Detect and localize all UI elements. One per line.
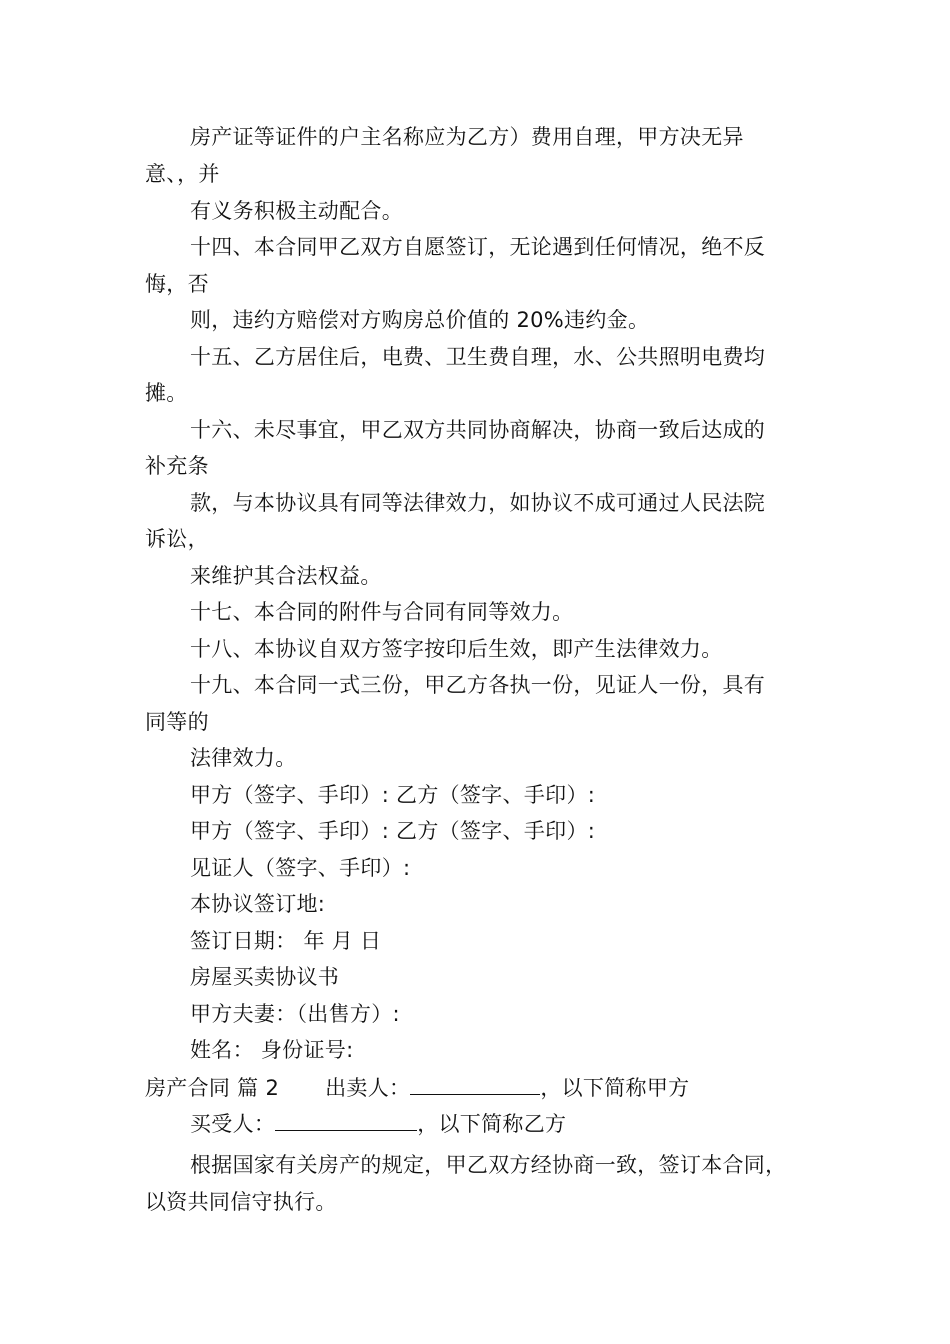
paragraph-line: 补充条 bbox=[145, 454, 209, 478]
contract-heading: 房产合同 篇 2 bbox=[145, 1076, 280, 1100]
buyer-suffix: ，以下简称乙方 bbox=[417, 1112, 567, 1136]
paragraph-line: 同等的 bbox=[145, 710, 209, 734]
paragraph-line: 款，与本协议具有同等法律效力，如协议不成可通过人民法院 bbox=[190, 491, 766, 515]
clause-16: 十六、未尽事宜，甲乙双方共同协商解决，协商一致后达成的 bbox=[190, 418, 766, 442]
paragraph-line: 法律效力。 bbox=[190, 746, 297, 770]
paragraph-line: 房产证等证件的户主名称应为乙方）费用自理，甲方决无异 bbox=[190, 125, 744, 149]
clause-17: 十七、本合同的附件与合同有同等效力。 bbox=[190, 600, 574, 624]
paragraph-line: 则，违约方赔偿对方购房总价值的 20%违约金。 bbox=[190, 308, 650, 332]
section-title: 房屋买卖协议书 bbox=[190, 965, 340, 989]
name-id-line: 姓名： 身份证号: bbox=[190, 1038, 354, 1062]
signature-line: 甲方（签字、手印）: 乙方（签字、手印）: bbox=[190, 819, 596, 843]
paragraph-line: 意、，并 bbox=[145, 162, 220, 186]
paragraph-line: 摊。 bbox=[145, 381, 188, 405]
seller-suffix: ，以下简称甲方 bbox=[540, 1076, 690, 1100]
paragraph-line: 以资共同信守执行。 bbox=[145, 1190, 337, 1214]
paragraph-line: 诉讼， bbox=[145, 527, 209, 551]
contract-heading-row bbox=[145, 1074, 689, 1101]
seller-label: 出卖人： bbox=[325, 1076, 411, 1100]
buyer-label: 买受人： bbox=[190, 1112, 276, 1136]
witness-line: 见证人（签字、手印）: bbox=[190, 856, 411, 880]
paragraph-line: 来维护其合法权益。 bbox=[190, 564, 382, 588]
clause-18: 十八、本协议自双方签字按印后生效，即产生法律效力。 bbox=[190, 637, 723, 661]
signing-place: 本协议签订地: bbox=[190, 892, 326, 916]
clause-14: 十四、本合同甲乙双方自愿签订，无论遇到任何情况，绝不反 bbox=[190, 235, 766, 259]
signing-date: 签订日期： 年 月 日 bbox=[190, 929, 382, 953]
clause-19: 十九、本合同一式三份，甲乙方各执一份，见证人一份，具有 bbox=[190, 673, 766, 697]
signature-line: 甲方（签字、手印）: 乙方（签字、手印）: bbox=[190, 783, 596, 807]
clause-15: 十五、乙方居住后，电费、卫生费自理，水、公共照明电费均 bbox=[190, 345, 766, 369]
paragraph-line: 有义务积极主动配合。 bbox=[190, 199, 403, 223]
paragraph-line: 根据国家有关房产的规定，甲乙双方经协商一致，签订本合同， bbox=[190, 1153, 787, 1177]
seller-blank bbox=[410, 1074, 540, 1095]
buyer-blank bbox=[275, 1110, 417, 1131]
seller-couple-line: 甲方夫妻：（出售方）: bbox=[190, 1002, 400, 1026]
buyer-row bbox=[190, 1110, 566, 1137]
paragraph-line: 悔，否 bbox=[145, 272, 209, 296]
